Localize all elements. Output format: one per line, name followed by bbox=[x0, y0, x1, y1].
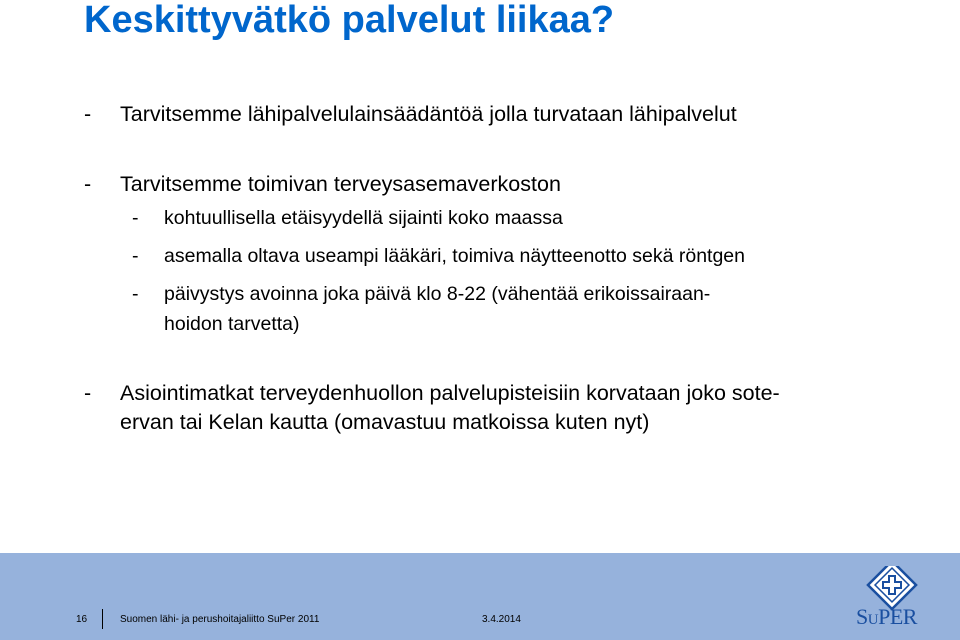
sub-bullet-text: hoidon tarvetta) bbox=[164, 313, 300, 335]
footer-band bbox=[0, 553, 960, 640]
sub-bullet-text: asemalla oltava useampi lääkäri, toimiva näytteenotto sekä röntgen bbox=[164, 245, 745, 267]
sub-bullet-text: päivystys avoinna joka päivä klo 8-22 (vähentää erikoissairaan- bbox=[164, 283, 711, 305]
sub-bullet-item bbox=[132, 203, 563, 233]
bullet-dash: - bbox=[84, 102, 92, 126]
footer-divider bbox=[102, 609, 103, 629]
sub-bullet-dash: - bbox=[132, 245, 139, 267]
bullet-text: Tarvitsemme toimivan terveysasemaverkoston bbox=[120, 172, 561, 196]
sub-bullet-item bbox=[132, 279, 710, 309]
sub-bullet-item bbox=[132, 241, 745, 271]
sub-bullet-continuation bbox=[132, 309, 300, 339]
bullet-text: Tarvitsemme lähipalvelulainsäädäntöä jolla turvataan lähipalvelut bbox=[120, 102, 737, 126]
footer-date: 3.4.2014 bbox=[482, 614, 521, 625]
bullet-text: Asiointimatkat terveydenhuollon palvelupisteisiin korvataan joko sote- bbox=[120, 381, 780, 405]
slide-title: Keskittyvätkö palvelut liikaa? bbox=[84, 0, 615, 41]
bullet-continuation bbox=[84, 408, 649, 437]
bullet-dash: - bbox=[84, 381, 92, 405]
bullet-dash: - bbox=[84, 172, 92, 196]
page-number: 16 bbox=[76, 614, 88, 625]
bullet-item bbox=[84, 100, 737, 129]
footer-organization: Suomen lähi- ja perushoitajaliitto SuPer 2011 bbox=[120, 614, 320, 625]
sub-bullet-dash: - bbox=[132, 207, 139, 229]
bullet-text: ervan tai Kelan kautta (omavastuu matkoissa kuten nyt) bbox=[120, 410, 650, 434]
sub-bullet-text: kohtuullisella etäisyydellä sijainti koko maassa bbox=[164, 207, 563, 229]
bullet-item bbox=[84, 170, 561, 199]
bullet-item bbox=[84, 379, 780, 408]
sub-bullet-dash: - bbox=[132, 283, 139, 305]
logo-wordmark: SUPER bbox=[856, 604, 917, 629]
